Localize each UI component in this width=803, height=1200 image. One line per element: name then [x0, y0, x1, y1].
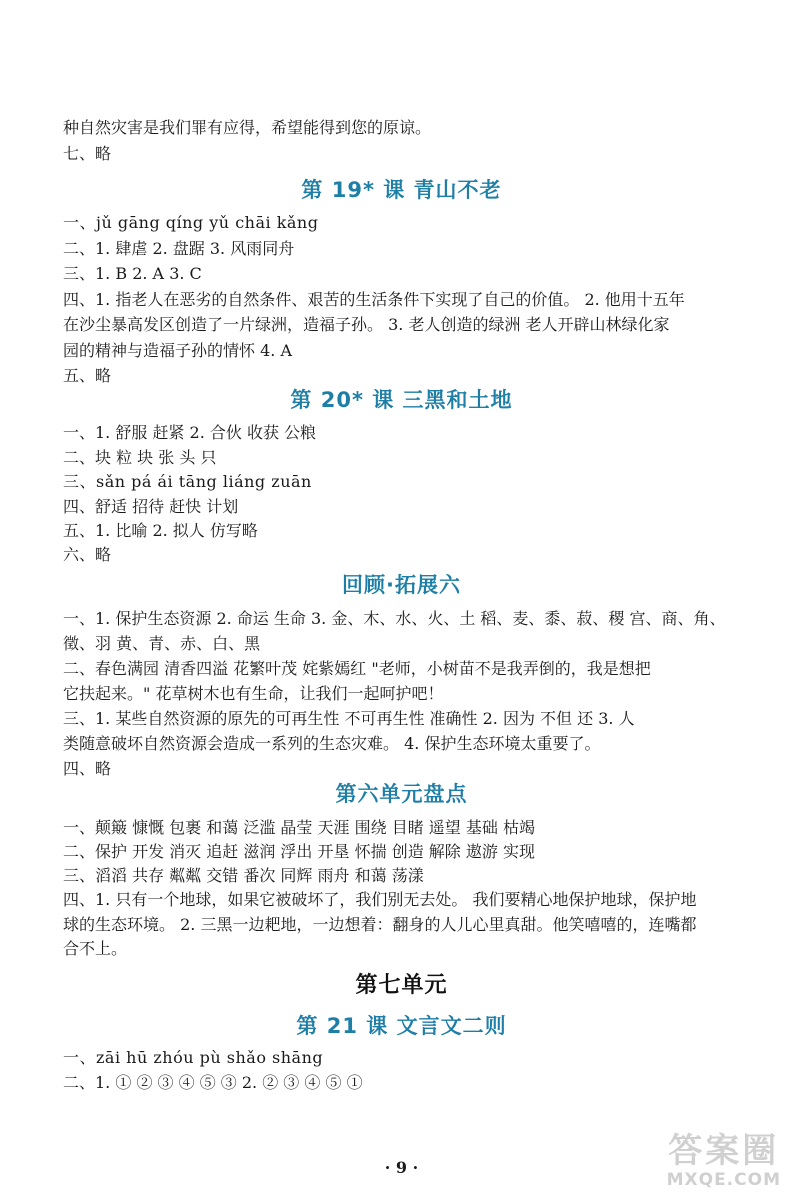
answer-line: 一、jǔ gāng qíng yǔ chāi kǎng: [63, 213, 319, 232]
unit-6-review-title: 第六单元盘点: [335, 782, 468, 806]
answer-line: 四、1. 指老人在恶劣的自然条件、艰苦的生活条件下实现了自己的价值。 2. 他用十五年: [63, 290, 685, 309]
answer-line: 二、1. ① ② ③ ④ ⑤ ③ 2. ② ③ ④ ⑤ ①: [63, 1073, 363, 1092]
text-line: 七、略: [63, 144, 112, 163]
answer-line: 二、保护 开发 消灭 追赶 滋润 浮出 开垦 怀揣 创造 解除 遨游 实现: [63, 842, 535, 861]
answer-line: 三、sǎn pá ái tāng liáng zuān: [63, 472, 312, 491]
answer-line: 在沙尘暴高发区创造了一片绿洲，造福子孙。 3. 老人创造的绿洲 老人开辟山林绿化家: [63, 315, 670, 334]
page-number: · 9 ·: [384, 1158, 419, 1177]
answer-line: 六、略: [63, 545, 112, 564]
answer-line: 四、略: [63, 759, 112, 778]
watermark: [667, 1132, 781, 1190]
answer-line: 三、1. 某些自然资源的原先的可再生性 不可再生性 准确性 2. 因为 不但 还 3. 人: [63, 709, 635, 728]
answer-line: 一、zāi hū zhóu pù shǎo shāng: [63, 1048, 324, 1067]
watermark-logo: 答案圈: [668, 1131, 780, 1171]
answer-line: 三、1. B 2. A 3. C: [63, 264, 202, 283]
watermark-url: MXQE.COM: [666, 1170, 781, 1190]
answer-line: 二、块 粒 块 张 头 只: [63, 448, 217, 467]
answer-line: 类随意破坏自然资源会造成一系列的生态灾难。 4. 保护生态环境太重要了。: [63, 734, 601, 753]
answer-line: 二、1. 肆虐 2. 盘踞 3. 风雨同舟: [63, 239, 295, 258]
answer-line: 它扶起来。" 花草树木也有生命，让我们一起呵护吧！: [63, 684, 444, 703]
text-line: 种自然灾害是我们罪有应得，希望能得到您的原谅。: [63, 118, 432, 137]
answer-line: 四、舒适 招待 赶快 计划: [63, 497, 239, 516]
answer-line: 一、1. 舒服 赶紧 2. 合伙 收获 公粮: [63, 423, 317, 442]
answer-line: 五、1. 比喻 2. 拟人 仿写略: [63, 521, 258, 540]
answer-line: 徵、羽 黄、青、赤、白、黑: [63, 634, 261, 653]
unit-7-title: 第七单元: [355, 973, 448, 998]
answer-line: 三、滔滔 共存 粼粼 交错 番次 同辉 雨舟 和蔼 荡漾: [63, 866, 424, 885]
lesson-20-title: 第 20* 课 三黑和土地: [290, 388, 513, 412]
answer-line: 五、略: [63, 366, 112, 385]
lesson-21-title: 第 21 课 文言文二则: [296, 1014, 507, 1038]
review-6-title: 回顾·拓展六: [342, 573, 461, 597]
answer-line: 球的生态环境。 2. 三黑一边耙地，一边想着：翻身的人儿心里真甜。他笑嘻嘻的，连嘴都: [63, 915, 697, 934]
lesson-19-title: 第 19* 课 青山不老: [301, 178, 502, 202]
answer-line: 合不上。: [63, 939, 128, 958]
answer-line: 四、1. 只有一个地球，如果它被破坏了，我们别无去处。 我们要精心地保护地球，保护地: [63, 890, 697, 909]
answer-line: 二、春色满园 清香四溢 花繁叶茂 姹紫嫣红 "老师，小树苗不是我弄倒的，我是想把: [63, 659, 651, 678]
answer-line: 一、1. 保护生态资源 2. 命运 生命 3. 金、木、水、火、土 稻、麦、黍、菽、稷 宫、商、角、: [63, 609, 726, 628]
answer-line: 一、颠簸 慷慨 包裹 和蔼 泛滥 晶莹 天涯 围绕 目睹 遥望 基础 枯竭: [63, 818, 535, 837]
answer-line: 园的精神与造福子孙的情怀 4. A: [63, 341, 292, 360]
